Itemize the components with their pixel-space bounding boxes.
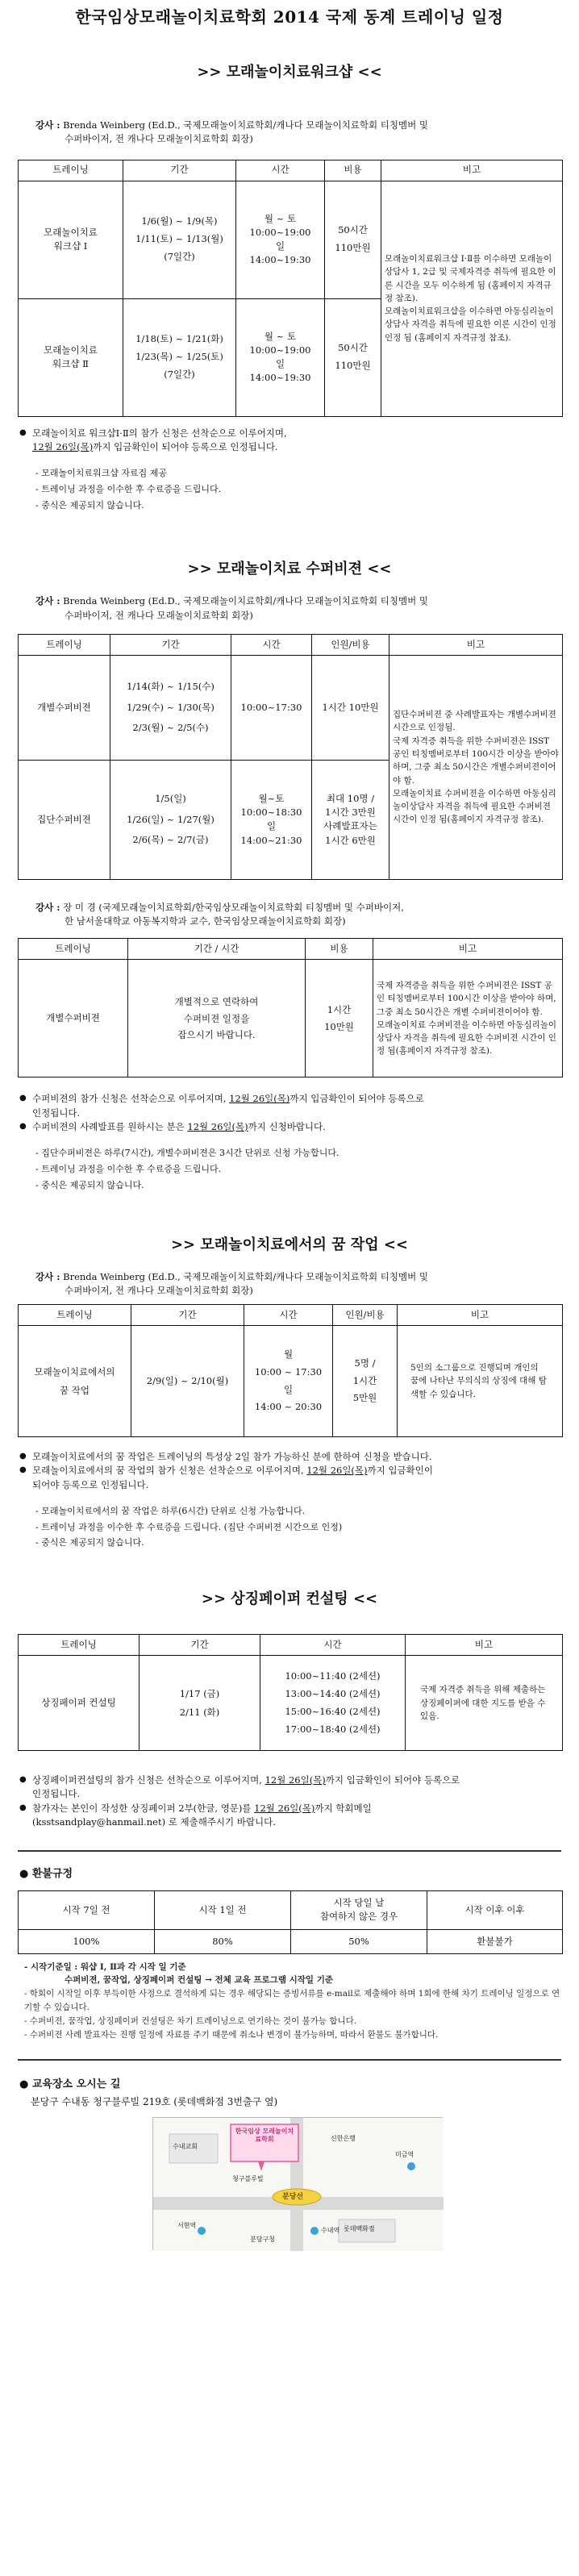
table-row bbox=[19, 1929, 563, 1953]
instructor-line: 한 남서울대학교 아동복지학과 교수, 한국임상모래놀이치료학회 회장) bbox=[65, 915, 346, 927]
training-time: 월 10:00 ~ 17:30 일 14:00 ~ 20:30 bbox=[244, 1326, 333, 1437]
refund-value: 50% bbox=[291, 1929, 427, 1953]
venue-address: 분당구 수내동 청구블루빌 219호 (롯데백화점 3번출구 옆) bbox=[31, 2095, 278, 2107]
training-name: 개별수퍼비젼 bbox=[19, 960, 128, 1078]
dream-work-table bbox=[18, 1304, 563, 1437]
training-name: 집단수퍼비젼 bbox=[19, 760, 110, 879]
table-header: 시간 bbox=[236, 160, 325, 181]
table-header: 트레이닝 bbox=[19, 1305, 131, 1326]
training-name: 개별수퍼비젼 bbox=[19, 655, 110, 760]
map-label: 분당구청 bbox=[250, 2235, 275, 2243]
table-header: 시간 bbox=[244, 1305, 333, 1326]
training-cost: 1시간 10만원 bbox=[306, 960, 373, 1078]
refund-table bbox=[18, 1890, 563, 1954]
table-header: 비고 bbox=[406, 1635, 563, 1656]
notice-list bbox=[11, 1092, 568, 1134]
training-note: 5인의 소그룹으로 진행되며 개인의 꿈에 나타난 무의식의 상징에 대해 탐색할 수 있습니다. bbox=[398, 1326, 563, 1437]
notice-item: ● 모래놀이치료에서의 꿈 작업은 트레이닝의 특성상 2일 참가 가능하신 분에 한하여 신청을 받습니다. bbox=[19, 1450, 568, 1464]
refund-note: 수퍼비젼, 꿈작업, 상징페이퍼 컨설팅 → 전체 교육 프로그램 시작일 기준 bbox=[65, 1975, 334, 1986]
training-cost: 5명 / 1시간 5만원 bbox=[333, 1326, 398, 1437]
page-title: 한국임상모래놀이치료학회 2014 국제 동계 트레이닝 일정 bbox=[75, 7, 504, 27]
table-header: 비고 bbox=[381, 160, 563, 181]
refund-value: 100% bbox=[19, 1929, 155, 1953]
training-note: 국제 자격증 취득을 위해 제출하는 상징페이퍼에 대한 지도를 받을 수 있음. bbox=[406, 1656, 563, 1751]
section-heading-symbol-paper: >> 상징페이퍼 컨설팅 << bbox=[201, 1590, 378, 1608]
training-note: 모래놀이치료워크샵 Ⅰ·Ⅱ를 이수하면 모래놀이상담사 1, 2급 및 국제자격증 취득에 필요한 이론 시간을 모두 이수하게 됨 (홈페이지 자격규정 참조). 모래놀이치료워크샵을 이수하면 아동심리놀이상담사 자격을 취득에 필요한 이론 시간이 인정 인정 됨 (홈페이지 자격규정 참조). bbox=[381, 181, 563, 416]
refund-header: 시작 7일 전 bbox=[19, 1890, 155, 1929]
divider bbox=[18, 1850, 561, 1852]
notice-dash: - 트레이닝 과정을 이수한 후 수료증을 드립니다. bbox=[35, 1163, 222, 1174]
venue-heading: ● 교육장소 오시는 길 bbox=[19, 2078, 121, 2091]
notice-item: ● 모래놀이치료 워크샵Ⅰ·Ⅱ의 참가 신청은 선착순으로 이루어지며, bbox=[19, 427, 568, 440]
divider bbox=[18, 2059, 561, 2061]
instructor-line: Brenda Weinberg (Ed.D., 국제모래놀이치료학회/캐나다 모래놀이치료학회 티칭멤버 및 bbox=[63, 1270, 428, 1282]
training-note: 국제 자격증을 취득을 위한 수퍼비젼은 ISST 공인 티칭멤버로부터 100시간 이상을 받아야 하며, 그중 최소 50시간은 개별 수퍼비젼이어야 함. 모래놀이치료 수퍼비젼을 이수하면 아동심리놀이상담사 자격을 취득에 필요한 수퍼비젼 시간이 인정 됨(홈페이지 자격규정 참조). bbox=[373, 960, 563, 1078]
table-header: 기간 / 시간 bbox=[128, 939, 306, 960]
table-header: 트레이닝 bbox=[19, 160, 123, 181]
training-cost: 50시간 110만원 bbox=[325, 181, 381, 298]
notice-dash: - 집단수퍼비젼은 하루(7시간), 개별수퍼비젼은 3시간 단위로 신청 가능합니다. bbox=[35, 1148, 339, 1159]
supervision-table bbox=[18, 634, 563, 880]
instructor-line: 수퍼바이저, 전 캐나다 모래놀이치료학회 회장) bbox=[65, 609, 253, 621]
training-period: 1/6(월) ~ 1/9(목) 1/11(토) ~ 1/13(월) (7일간) bbox=[123, 181, 236, 298]
notice-dash: - 트레이닝 과정을 이수한 후 수료증을 드립니다. bbox=[35, 483, 222, 494]
notice-list bbox=[11, 1774, 568, 1829]
training-time: 월~토 10:00~18:30 일 14:00~21:30 bbox=[231, 760, 312, 879]
notice-item: 12월 26일(목)까지 입금확인이 되어야 등록으로 인정됩니다. bbox=[32, 440, 278, 452]
instructor-line: 수퍼바이저, 전 캐나다 모래놀이치료학회 회장) bbox=[65, 133, 253, 145]
notice-list bbox=[11, 427, 568, 455]
table-header: 비용 bbox=[325, 160, 381, 181]
table-header: 비용 bbox=[306, 939, 373, 960]
table-header: 기간 bbox=[131, 1305, 244, 1326]
notice-item: ● 상징페이퍼컨설팅의 참가 신청은 선착순으로 이루어지며, 12월 26일(목)까지 입금확인이 되어야 등록으로 bbox=[19, 1774, 568, 1787]
training-time: 월 ~ 토 10:00~19:00 일 14:00~19:30 bbox=[236, 298, 325, 416]
location-map bbox=[152, 2117, 443, 2250]
training-period: 2/9(일) ~ 2/10(월) bbox=[131, 1326, 244, 1437]
table-row bbox=[19, 960, 563, 1078]
section-heading-supervision: >> 모래놀이치료 수퍼비젼 << bbox=[187, 561, 392, 578]
notice-dash-list bbox=[11, 1145, 568, 1193]
training-name: 모래놀이치료에서의 꿈 작업 bbox=[19, 1326, 131, 1437]
training-cost: 최대 10명 / 1시간 3만원 사례발표자는 1시간 6만원 bbox=[312, 760, 389, 879]
table-row bbox=[19, 181, 563, 298]
table-header: 인원/비용 bbox=[333, 1305, 398, 1326]
instructor-line: Brenda Weinberg (Ed.D., 국제모래놀이치료학회/캐나다 모래놀이치료학회 티칭멤버 및 bbox=[63, 119, 428, 131]
instructor-info bbox=[11, 594, 568, 623]
instructor-info-2 bbox=[11, 901, 568, 929]
table-header: 시간 bbox=[260, 1635, 406, 1656]
map-label: 롯데백화점 bbox=[344, 2224, 375, 2232]
instructor-label: 강사 : bbox=[35, 1270, 60, 1282]
map-label: 신한은행 bbox=[331, 2134, 356, 2142]
instructor-info bbox=[11, 1270, 568, 1298]
notice-dash: - 모래놀이치료에서의 꿈 작업은 하루(6시간) 단위로 신청 가능합니다. bbox=[35, 1505, 306, 1516]
training-time: 10:00~11:40 (2세션) 13:00~14:40 (2세션) 15:00~16:40 (2세션) 17:00~18:40 (2세션) bbox=[260, 1656, 406, 1751]
notice-item: 되어야 등록으로 인정됩니다. bbox=[32, 1478, 149, 1490]
notice-item: ● 수퍼비젼의 사례발표를 원하시는 분은 12월 26일(목)까지 신청바랍니다. bbox=[19, 1120, 568, 1134]
map-label: 분당선 bbox=[282, 2192, 304, 2201]
symbol-paper-table bbox=[18, 1634, 563, 1751]
notice-item: ● 수퍼비젼의 참가 신청은 선착순으로 이루어지며, 12월 26일(목)까지 입금확인이 되어야 등록으로 bbox=[19, 1092, 568, 1106]
map-label: 수내역 bbox=[321, 2226, 340, 2234]
notice-item: ● 참가자는 본인이 작성한 상징페이퍼 2부(한글, 영문)를 12월 26일(목)까지 학회메일 bbox=[19, 1802, 568, 1815]
section-heading-workshop: >> 모래놀이치료워크샵 << bbox=[197, 64, 382, 81]
refund-note: - 수퍼비젼, 꿈작업, 상징페이퍼 컨설팅은 차기 트레이닝으로 연기하는 것이 불가능 합니다. bbox=[24, 2015, 357, 2026]
training-period: 1/17 (금) 2/11 (화) bbox=[140, 1656, 260, 1751]
instructor-label: 강사 : bbox=[35, 901, 60, 913]
notice-dash: - 중식은 제공되지 않습니다. bbox=[35, 499, 144, 511]
table-header: 트레이닝 bbox=[19, 634, 110, 655]
map-label: 서현역 bbox=[177, 2221, 197, 2229]
training-cost: 1시간 10만원 bbox=[312, 655, 389, 760]
training-period: 개별적으로 연락하여 수퍼비젼 일정을 잡으시기 바랍니다. bbox=[128, 960, 306, 1078]
notice-dash: - 모래놀이치료워크샵 자료집 제공 bbox=[35, 468, 167, 478]
training-cost: 50시간 110만원 bbox=[325, 298, 381, 416]
refund-heading: ● 환불규정 bbox=[19, 1868, 73, 1881]
notice-item: 인정됩니다. bbox=[32, 1788, 81, 1800]
refund-value: 환불불가 bbox=[427, 1929, 563, 1953]
refund-notes bbox=[24, 1961, 568, 2042]
refund-note: - 수퍼비젼 사례 발표자는 진행 일정에 자료를 주기 때문에 취소나 변경이 불가능하며, 따라서 환불도 불가합니다. bbox=[24, 2029, 439, 2040]
training-period: 1/5(일) 1/26(일) ~ 1/27(월) 2/6(목) ~ 2/7(금) bbox=[110, 760, 231, 879]
notice-item: ● 모래놀이치료에서의 꿈 작업의 참가 신청은 선착순으로 이루어지며, 12월 26일(목)까지 입금확인이 bbox=[19, 1464, 568, 1478]
table-row bbox=[19, 1326, 563, 1437]
instructor-line: 수퍼바이저, 전 캐나다 모래놀이치료학회 회장) bbox=[65, 1284, 253, 1296]
notice-dash: - 중식은 제공되지 않습니다. bbox=[35, 1179, 144, 1190]
notice-item: (ksstsandplay@hanmail.net) 로 제출해주시기 바랍니다. bbox=[32, 1815, 276, 1828]
instructor-line: 장 미 경 (국제모래놀이치료학회/한국임상모래놀이치료학회 티칭멤버 및 수퍼바이저, bbox=[63, 901, 404, 913]
instructor-line: Brenda Weinberg (Ed.D., 국제모래놀이치료학회/캐나다 모래놀이치료학회 티칭멤버 및 bbox=[63, 595, 428, 607]
training-time: 10:00~17:30 bbox=[231, 655, 312, 760]
training-name: 모래놀이치료 워크샵 Ⅰ bbox=[19, 181, 123, 298]
instructor-label: 강사 : bbox=[35, 595, 60, 607]
table-header: 비고 bbox=[389, 634, 563, 655]
workshop-table bbox=[18, 160, 563, 417]
refund-note: - 학회이 시작일 이후 부득이한 사정으로 결석하게 되는 경우 해당되는 증빙서류를 e-mail로 제출해야 하며 1회에 한해 차기 트레이닝 일정으로 연기할 수 있습니다. bbox=[24, 1989, 560, 2013]
notice-item: 인정됩니다. bbox=[32, 1107, 81, 1119]
instructor-label: 강사 : bbox=[35, 119, 60, 131]
map-label-academy: 한국임상 모래놀이치료학회 bbox=[235, 2127, 294, 2144]
table-header: 인원/비용 bbox=[312, 634, 389, 655]
training-name: 상징페이퍼 컨설팅 bbox=[19, 1656, 140, 1751]
table-header: 기간 bbox=[140, 1635, 260, 1656]
map-label: 청구블루빌 bbox=[232, 2174, 264, 2182]
training-time: 월 ~ 토 10:00~19:00 일 14:00~19:30 bbox=[236, 181, 325, 298]
training-name: 모래놀이치료 워크샵 Ⅱ bbox=[19, 298, 123, 416]
table-header: 비고 bbox=[373, 939, 563, 960]
table-row bbox=[19, 1656, 563, 1751]
map-label: 미금역 bbox=[395, 2150, 414, 2158]
refund-note: - 시작기준일 : 워샵 Ⅰ, Ⅱ과 각 시작 일 기준 bbox=[24, 1961, 186, 1972]
map-label: 수내교회 bbox=[173, 2142, 198, 2150]
notice-dash: - 트레이닝 과정을 이수한 후 수료증을 드립니다. (집단 수퍼비젼 시간으로 인정) bbox=[35, 1521, 343, 1532]
refund-value: 80% bbox=[155, 1929, 291, 1953]
notice-list bbox=[11, 1450, 568, 1492]
section-heading-dream-work: >> 모래놀이치료에서의 꿈 작업 << bbox=[170, 1236, 409, 1253]
notice-dash: - 중식은 제공되지 않습니다. bbox=[35, 1537, 144, 1549]
map-drawing bbox=[153, 2118, 444, 2251]
notice-dash-list bbox=[11, 465, 568, 513]
table-header: 시간 bbox=[231, 634, 312, 655]
refund-header: 시작 당일 날 참여하지 않은 경우 bbox=[291, 1890, 427, 1929]
instructor-info bbox=[11, 119, 568, 147]
supervision-table-2 bbox=[18, 938, 563, 1078]
table-header: 기간 bbox=[123, 160, 236, 181]
table-header: 트레이닝 bbox=[19, 939, 128, 960]
refund-header: 시작 1일 전 bbox=[155, 1890, 291, 1929]
training-period: 1/18(토) ~ 1/21(화) 1/23(목) ~ 1/25(토) (7일간) bbox=[123, 298, 236, 416]
table-header: 트레이닝 bbox=[19, 1635, 140, 1656]
notice-dash-list bbox=[11, 1503, 568, 1551]
table-row bbox=[19, 655, 563, 760]
refund-header: 시작 이후 이후 bbox=[427, 1890, 563, 1929]
training-note: 집단수퍼비젼 중 사례발표자는 개별수퍼비젼 시간으로 인정됨. 국제 자격증 취득을 위한 수퍼비젼은 ISST 공인 티칭멤버로부터 100시간 이상을 받아야 하며, 그중 최소 50시간은 개별수퍼비젼이어야 함. 모래놀이치료 수퍼비젼을 이수하면 아동심리놀이상담사 자격을 취득에 필요한 수퍼비젼 시간이 인정 됨(홈페이지 자격규정 참조). bbox=[389, 655, 563, 879]
table-header: 기간 bbox=[110, 634, 231, 655]
table-header: 비고 bbox=[398, 1305, 563, 1326]
training-period: 1/14(화) ~ 1/15(수) 1/29(수) ~ 1/30(목) 2/3(월) ~ 2/5(수) bbox=[110, 655, 231, 760]
